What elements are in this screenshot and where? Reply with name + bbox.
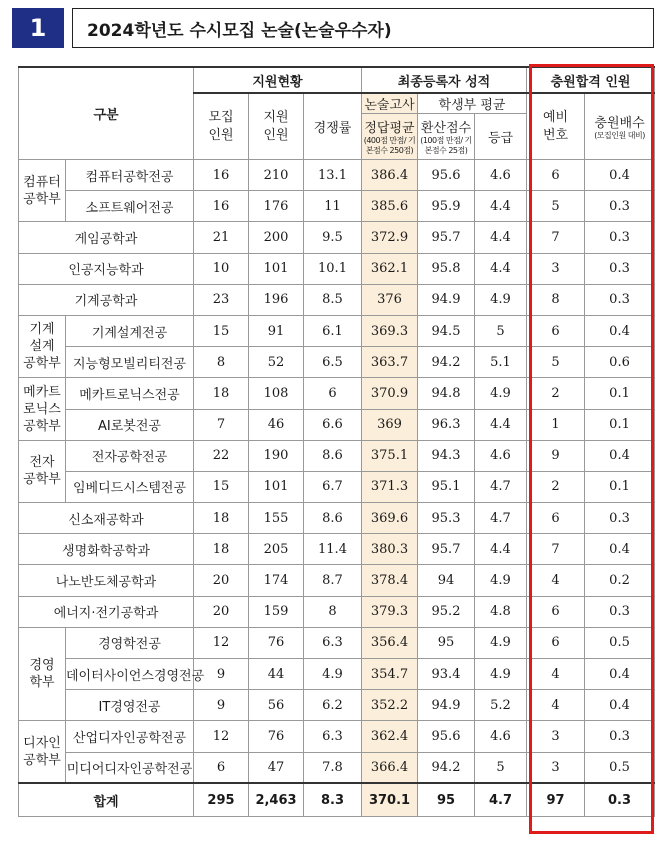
waitlist-cell: 5 [527, 191, 585, 222]
extra-ratio-cell: 0.1 [585, 378, 655, 409]
quota-cell: 22 [194, 440, 249, 471]
total-label: 합계 [19, 783, 194, 816]
extra-ratio-cell: 0.4 [585, 534, 655, 565]
department-name: IT경영전공 [66, 690, 194, 721]
essay-avg-cell: 363.7 [362, 347, 418, 378]
grade-cell: 4.7 [475, 503, 527, 534]
table-row [19, 503, 655, 534]
converted-score-cell: 96.3 [418, 409, 475, 440]
applicants-cell: 101 [249, 253, 304, 284]
total-quota: 295 [194, 783, 249, 816]
quota-cell: 18 [194, 503, 249, 534]
extra-ratio-cell: 0.1 [585, 471, 655, 502]
total-row [19, 783, 655, 816]
table-row [19, 284, 655, 315]
department-name: 기계설계전공 [66, 315, 194, 346]
essay-avg-cell: 366.4 [362, 752, 418, 783]
header-extra-ratio-note: (모집인원 대비) [594, 131, 645, 140]
quota-cell: 20 [194, 596, 249, 627]
table-row [19, 565, 655, 596]
grade-cell: 4.6 [475, 721, 527, 752]
converted-score-cell: 94.9 [418, 284, 475, 315]
grade-cell: 4.4 [475, 253, 527, 284]
total-essay-avg: 370.1 [362, 783, 418, 816]
converted-score-cell: 94.5 [418, 315, 475, 346]
department-name: 기계공학과 [19, 284, 194, 315]
applicants-cell: 47 [249, 752, 304, 783]
department-name: 메카트로닉스전공 [66, 378, 194, 409]
essay-avg-cell: 376 [362, 284, 418, 315]
quota-cell: 15 [194, 471, 249, 502]
department-name: 컴퓨터공학전공 [66, 160, 194, 191]
applicants-cell: 91 [249, 315, 304, 346]
extra-ratio-cell: 0.6 [585, 347, 655, 378]
converted-score-cell: 95 [418, 627, 475, 658]
header-quota: 모집 인원 [194, 93, 249, 160]
converted-score-cell: 95.6 [418, 721, 475, 752]
competition-cell: 6.3 [304, 721, 362, 752]
competition-cell: 11 [304, 191, 362, 222]
essay-avg-cell: 378.4 [362, 565, 418, 596]
grade-cell: 4.7 [475, 471, 527, 502]
applicants-cell: 76 [249, 721, 304, 752]
department-name: 데이터사이언스경영전공 [66, 659, 194, 690]
converted-score-cell: 94.9 [418, 690, 475, 721]
grade-cell: 4.6 [475, 440, 527, 471]
grade-cell: 4.4 [475, 191, 527, 222]
extra-ratio-cell: 0.3 [585, 222, 655, 253]
section-title: 2024학년도 수시모집 논술(논술우수자) [72, 8, 654, 48]
waitlist-cell: 7 [527, 534, 585, 565]
total-applicants: 2,463 [249, 783, 304, 816]
essay-avg-cell: 356.4 [362, 627, 418, 658]
extra-ratio-cell: 0.5 [585, 627, 655, 658]
waitlist-cell: 4 [527, 565, 585, 596]
department-name: 임베디드시스템전공 [66, 471, 194, 502]
section-number: 1 [12, 8, 64, 48]
waitlist-cell: 4 [527, 690, 585, 721]
header-extra-ratio [585, 93, 655, 160]
applicants-cell: 76 [249, 627, 304, 658]
quota-cell: 18 [194, 378, 249, 409]
table-row [19, 315, 655, 346]
quota-cell: 16 [194, 160, 249, 191]
header-essay-avg [362, 114, 418, 160]
table-row [19, 596, 655, 627]
waitlist-cell: 7 [527, 222, 585, 253]
extra-ratio-cell: 0.5 [585, 752, 655, 783]
header-essay-avg-label: 정답평균 [364, 121, 415, 136]
waitlist-cell: 6 [527, 596, 585, 627]
competition-cell: 13.1 [304, 160, 362, 191]
quota-cell: 12 [194, 627, 249, 658]
essay-avg-cell: 380.3 [362, 534, 418, 565]
converted-score-cell: 95.3 [418, 503, 475, 534]
applicants-cell: 44 [249, 659, 304, 690]
total-converted: 95 [418, 783, 475, 816]
converted-score-cell: 94 [418, 565, 475, 596]
quota-cell: 8 [194, 347, 249, 378]
essay-avg-cell: 386.4 [362, 160, 418, 191]
grade-cell: 4.9 [475, 565, 527, 596]
competition-cell: 6.2 [304, 690, 362, 721]
competition-cell: 6.6 [304, 409, 362, 440]
competition-cell: 4.9 [304, 659, 362, 690]
converted-score-cell: 95.8 [418, 253, 475, 284]
header-division: 구분 [19, 67, 194, 160]
extra-ratio-cell: 0.3 [585, 253, 655, 284]
quota-cell: 20 [194, 565, 249, 596]
competition-cell: 6.5 [304, 347, 362, 378]
table-row [19, 347, 655, 378]
table-row [19, 752, 655, 783]
department-name: 게임공학과 [19, 222, 194, 253]
converted-score-cell: 95.7 [418, 222, 475, 253]
competition-cell: 8.6 [304, 440, 362, 471]
waitlist-cell: 2 [527, 471, 585, 502]
header-extra-ratio-label: 충원배수 [594, 116, 645, 131]
department-name: 지능형모빌리티전공 [66, 347, 194, 378]
grade-cell: 4.8 [475, 596, 527, 627]
quota-cell: 21 [194, 222, 249, 253]
waitlist-cell: 8 [527, 284, 585, 315]
grade-cell: 5 [475, 315, 527, 346]
grade-cell: 5.2 [475, 690, 527, 721]
table-row [19, 160, 655, 191]
quota-cell: 9 [194, 659, 249, 690]
results-table-container [18, 66, 654, 817]
waitlist-cell: 3 [527, 253, 585, 284]
applicants-cell: 196 [249, 284, 304, 315]
table-row [19, 534, 655, 565]
header-final-grades: 최종등록자 성적 [362, 67, 527, 93]
converted-score-cell: 95.9 [418, 191, 475, 222]
table-row [19, 378, 655, 409]
header-converted [418, 114, 475, 160]
total-waitlist: 97 [527, 783, 585, 816]
grade-cell: 4.4 [475, 222, 527, 253]
extra-ratio-cell: 0.3 [585, 596, 655, 627]
essay-avg-cell: 369.3 [362, 315, 418, 346]
extra-ratio-cell: 0.4 [585, 690, 655, 721]
table-row [19, 627, 655, 658]
applicants-cell: 190 [249, 440, 304, 471]
faculty-group: 컴퓨터 공학부 [19, 160, 66, 222]
applicants-cell: 210 [249, 160, 304, 191]
extra-ratio-cell: 0.2 [585, 565, 655, 596]
extra-ratio-cell: 0.3 [585, 191, 655, 222]
competition-cell: 8.6 [304, 503, 362, 534]
waitlist-cell: 6 [527, 627, 585, 658]
header-waitlist: 예비 번호 [527, 93, 585, 160]
essay-avg-cell: 352.2 [362, 690, 418, 721]
competition-cell: 6.7 [304, 471, 362, 502]
essay-avg-cell: 369.6 [362, 503, 418, 534]
department-name: 미디어디자인공학전공 [66, 752, 194, 783]
competition-cell: 6.1 [304, 315, 362, 346]
results-table [18, 66, 655, 817]
quota-cell: 6 [194, 752, 249, 783]
competition-cell: 8 [304, 596, 362, 627]
department-name: 인공지능학과 [19, 253, 194, 284]
faculty-group: 기계 설계 공학부 [19, 315, 66, 377]
waitlist-cell: 5 [527, 347, 585, 378]
essay-avg-cell: 375.1 [362, 440, 418, 471]
header-competition: 경쟁률 [304, 93, 362, 160]
essay-avg-cell: 385.6 [362, 191, 418, 222]
applicants-cell: 52 [249, 347, 304, 378]
grade-cell: 5.1 [475, 347, 527, 378]
extra-ratio-cell: 0.4 [585, 440, 655, 471]
extra-ratio-cell: 0.3 [585, 721, 655, 752]
converted-score-cell: 95.1 [418, 471, 475, 502]
converted-score-cell: 95.2 [418, 596, 475, 627]
extra-ratio-cell: 0.3 [585, 284, 655, 315]
department-name: 전자공학전공 [66, 440, 194, 471]
converted-score-cell: 95.7 [418, 534, 475, 565]
applicants-cell: 205 [249, 534, 304, 565]
department-name: 에너지·전기공학과 [19, 596, 194, 627]
competition-cell: 10.1 [304, 253, 362, 284]
essay-avg-cell: 370.9 [362, 378, 418, 409]
waitlist-cell: 6 [527, 503, 585, 534]
applicants-cell: 46 [249, 409, 304, 440]
waitlist-cell: 6 [527, 315, 585, 346]
quota-cell: 23 [194, 284, 249, 315]
table-body [19, 160, 655, 784]
applicants-cell: 155 [249, 503, 304, 534]
quota-cell: 10 [194, 253, 249, 284]
quota-cell: 16 [194, 191, 249, 222]
grade-cell: 4.4 [475, 534, 527, 565]
quota-cell: 18 [194, 534, 249, 565]
faculty-group: 전자 공학부 [19, 440, 66, 502]
competition-cell: 7.8 [304, 752, 362, 783]
grade-cell: 5 [475, 752, 527, 783]
waitlist-cell: 4 [527, 659, 585, 690]
extra-ratio-cell: 0.4 [585, 659, 655, 690]
applicants-cell: 108 [249, 378, 304, 409]
competition-cell: 6.3 [304, 627, 362, 658]
essay-avg-cell: 372.9 [362, 222, 418, 253]
header-essay-test: 논술고사 [362, 93, 418, 114]
grade-cell: 4.9 [475, 627, 527, 658]
waitlist-cell: 3 [527, 752, 585, 783]
table-row [19, 690, 655, 721]
header-converted-label: 환산점수 [420, 121, 472, 136]
table-row [19, 409, 655, 440]
competition-cell: 8.5 [304, 284, 362, 315]
extra-ratio-cell: 0.4 [585, 315, 655, 346]
faculty-group: 디자인 공학부 [19, 721, 66, 783]
header-application-status: 지원현황 [194, 67, 362, 93]
waitlist-cell: 2 [527, 378, 585, 409]
essay-avg-cell: 362.4 [362, 721, 418, 752]
essay-avg-cell: 354.7 [362, 659, 418, 690]
quota-cell: 9 [194, 690, 249, 721]
grade-cell: 4.9 [475, 378, 527, 409]
essay-avg-cell: 371.3 [362, 471, 418, 502]
converted-score-cell: 93.4 [418, 659, 475, 690]
waitlist-cell: 3 [527, 721, 585, 752]
header-school-avg: 학생부 평균 [418, 93, 527, 114]
competition-cell: 11.4 [304, 534, 362, 565]
department-name: 신소재공학과 [19, 503, 194, 534]
total-extra-ratio: 0.3 [585, 783, 655, 816]
applicants-cell: 200 [249, 222, 304, 253]
department-name: 나노반도체공학과 [19, 565, 194, 596]
converted-score-cell: 94.2 [418, 347, 475, 378]
grade-cell: 4.9 [475, 284, 527, 315]
table-row [19, 440, 655, 471]
applicants-cell: 101 [249, 471, 304, 502]
converted-score-cell: 95.6 [418, 160, 475, 191]
extra-ratio-cell: 0.3 [585, 503, 655, 534]
competition-cell: 6 [304, 378, 362, 409]
department-name: 산업디자인공학전공 [66, 721, 194, 752]
header-extra-pass: 충원합격 인원 [527, 67, 655, 93]
faculty-group: 경영 학부 [19, 627, 66, 721]
total-competition: 8.3 [304, 783, 362, 816]
header-essay-avg-note: (400점 만점/ 기본점수 250점) [363, 136, 416, 155]
converted-score-cell: 94.2 [418, 752, 475, 783]
essay-avg-cell: 379.3 [362, 596, 418, 627]
header-grade: 등급 [475, 114, 527, 160]
header-converted-note: (100점 만점/ 기본점수 25점) [420, 136, 472, 155]
quota-cell: 12 [194, 721, 249, 752]
extra-ratio-cell: 0.1 [585, 409, 655, 440]
essay-avg-cell: 369 [362, 409, 418, 440]
waitlist-cell: 1 [527, 409, 585, 440]
applicants-cell: 174 [249, 565, 304, 596]
applicants-cell: 56 [249, 690, 304, 721]
total-grade: 4.7 [475, 783, 527, 816]
table-row [19, 721, 655, 752]
table-row [19, 471, 655, 502]
extra-ratio-cell: 0.4 [585, 160, 655, 191]
department-name: 경영학전공 [66, 627, 194, 658]
converted-score-cell: 94.8 [418, 378, 475, 409]
essay-avg-cell: 362.1 [362, 253, 418, 284]
department-name: AI로봇전공 [66, 409, 194, 440]
grade-cell: 4.9 [475, 659, 527, 690]
applicants-cell: 176 [249, 191, 304, 222]
applicants-cell: 159 [249, 596, 304, 627]
table-row [19, 222, 655, 253]
converted-score-cell: 94.3 [418, 440, 475, 471]
waitlist-cell: 6 [527, 160, 585, 191]
table-row [19, 659, 655, 690]
quota-cell: 15 [194, 315, 249, 346]
waitlist-cell: 9 [527, 440, 585, 471]
quota-cell: 7 [194, 409, 249, 440]
faculty-group: 메카트 로닉스 공학부 [19, 378, 66, 440]
table-row [19, 253, 655, 284]
competition-cell: 9.5 [304, 222, 362, 253]
grade-cell: 4.4 [475, 409, 527, 440]
grade-cell: 4.6 [475, 160, 527, 191]
header-applicants: 지원 인원 [249, 93, 304, 160]
department-name: 소프트웨어전공 [66, 191, 194, 222]
competition-cell: 8.7 [304, 565, 362, 596]
department-name: 생명화학공학과 [19, 534, 194, 565]
page-header [12, 8, 654, 48]
table-row [19, 191, 655, 222]
